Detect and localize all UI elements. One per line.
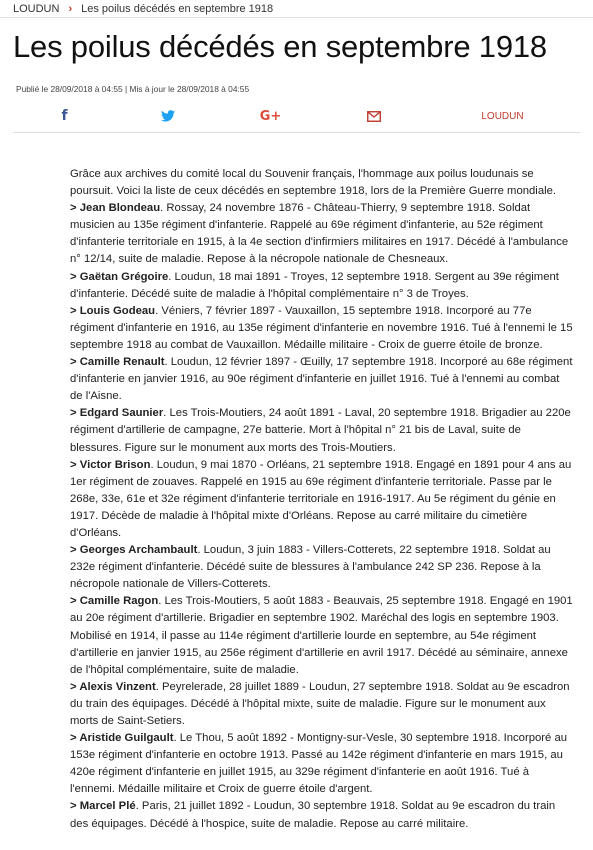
tag-label: LOUDUN: [481, 110, 524, 122]
publish-meta: Publié le 28/09/2018 à 04:55 | Mis à jour le 28/09/2018 à 04:55: [16, 84, 250, 94]
soldier-name: Camille Renault: [79, 356, 165, 369]
soldier-name: Louis Godeau: [79, 304, 156, 317]
entry-marker: >: [70, 680, 80, 693]
entry-marker: >: [70, 356, 80, 369]
soldier-entry: [70, 200, 575, 268]
soldier-list: [70, 200, 575, 832]
article-intro: Grâce aux archives du comité local du Souvenir français, l'hommage aux poilus loudunais se poursuit. Voici la liste de ceux décédés en septembre 1918, lors de la Première Guerre mondiale.: [70, 168, 557, 198]
soldier-details: . Rossay, 24 novembre 1876 - Château-Thierry, 9 septembre 1918. Soldat musicien au 135e régiment d'infanterie. Rappelé au 69e régiment d'infanterie, au 52e régiment d'infanterie territoriale en 1915, à la 4e section d'infirmiers militaires en 1917. Décédé à l'ambulance n° 12/14, suite de maladie. Repose à la nécropole nationale de Chesneaux.: [70, 202, 569, 266]
soldier-details: . Paris, 21 juillet 1892 - Loudun, 30 septembre 1918. Soldat au 9e escadron du train des équipages. Décédé à l'hospice, suite de maladie. Repose au carré militaire.: [70, 800, 556, 830]
header-divider: [0, 17, 593, 18]
entry-marker: >: [70, 458, 80, 471]
soldier-details: . Le Thou, 5 août 1892 - Montigny-sur-Vesle, 30 septembre 1918. Incorporé au 153e régiment d'infanterie en octobre 1913. Passé au 142e régiment d'infanterie en mars 1915, au 420e régiment d'infanterie en juillet 1915, au 329e régiment d'infanterie en août 1916. Tué à l'ennemi. Médaille militaire et Croix de guerre étoile d'argent.: [70, 732, 568, 796]
facebook-icon: f: [61, 108, 68, 124]
soldier-name: Georges Archambault: [79, 544, 198, 557]
share-googleplus-button[interactable]: [219, 100, 322, 132]
entry-marker: >: [70, 270, 80, 283]
share-twitter-button[interactable]: [116, 100, 219, 132]
twitter-icon: [161, 110, 175, 122]
soldier-entry: [70, 730, 575, 798]
soldier-details: . Peyrelerade, 28 juillet 1889 - Loudun, 27 septembre 1918. Soldat au 9e escadron du train des équipages. Décédé à l'hôpital mixte, suite de maladie. Figure sur le monument aux morts de Saint-Setiers.: [70, 680, 570, 727]
share-bar: [13, 100, 580, 133]
soldier-name: Gaëtan Grégoire: [79, 270, 169, 283]
breadcrumb-home-link[interactable]: LOUDUN: [13, 3, 60, 15]
entry-marker: >: [70, 544, 80, 557]
article-body: [70, 166, 575, 833]
entry-marker: >: [70, 202, 80, 215]
breadcrumb-chevron-icon: ›: [68, 3, 73, 15]
soldier-name: Victor Brison: [79, 458, 151, 471]
share-email-button[interactable]: [322, 100, 425, 132]
entry-marker: >: [70, 407, 80, 420]
entry-marker: >: [70, 800, 80, 813]
soldier-entry: [70, 269, 575, 303]
entry-marker: >: [70, 304, 80, 317]
soldier-details: . Loudun, 9 mai 1870 - Orléans, 21 septembre 1918. Engagé en 1891 pour 4 ans au 1er régiment de zouaves. Rappelé en 1915 au 69e régiment d'infanterie territoriale. Passe par le 268e, 33e, 61e et 32e régiment d'infanterie territoriale en 1916-1917. Au 5e régiment du génie en 1917. Décède de maladie à l'hôpital mixte d'Orléans. Repose au carré militaire du cimetière d'Orléans.: [70, 458, 572, 539]
breadcrumb-current: Les poilus décédés en septembre 1918: [81, 3, 274, 15]
breadcrumb: [13, 3, 273, 15]
soldier-name: Jean Blondeau: [79, 202, 161, 215]
soldier-name: Alexis Vinzent: [79, 680, 156, 693]
entry-marker: >: [70, 732, 80, 745]
soldier-details: . Les Trois-Moutiers, 24 août 1891 - Laval, 20 septembre 1918. Brigadier au 220e régiment d'artillerie de campagne, 27e batterie. Mort à l'hôpital n° 21 bis de Laval, suite de blessures. Figure sur le monument aux morts des Trois-Moutiers.: [70, 407, 571, 454]
share-facebook-button[interactable]: [13, 100, 116, 132]
soldier-details: . Véniers, 7 février 1897 - Vauxaillon, 15 septembre 1918. Incorporé au 77e régiment d'infanterie en 1916, au 135e régiment d'infanterie en novembre 1916. Tué à l'ennemi le 15 septembre 1918 au combat de Vauxaillon. Médaille militaire - Croix de guerre étoile de bronze.: [70, 304, 573, 351]
soldier-entry: [70, 542, 575, 593]
soldier-details: . Loudun, 12 février 1897 - Œuilly, 17 septembre 1918. Incorporé au 68e régiment d'infanterie en janvier 1916, au 90e régiment d'infanterie en juillet 1916. Tué à l'ennemi au combat de l'Aisne.: [70, 356, 573, 403]
envelope-icon: [367, 111, 381, 122]
soldier-entry: [70, 798, 575, 832]
soldier-details: . Les Trois-Moutiers, 5 août 1883 - Beauvais, 25 septembre 1918. Engagé en 1901 au 20e régiment d'artillerie. Brigadier en septembre 1902. Maréchal des logis en septembre 1903. Mobilisé en 1914, il passe au 114e régiment d'artillerie lourde en septembre, au 54e régiment d'artillerie en janvier 1915, au 256e régiment d'artillerie en avril 1917. Décédé au séminaire, annexe de l'hôpital complémentaire, suite de maladie.: [70, 595, 573, 676]
tag-loudun-link[interactable]: [425, 100, 580, 132]
soldier-entry: [70, 457, 575, 542]
soldier-details: . Loudun, 18 mai 1891 - Troyes, 12 septembre 1918. Sergent au 39e régiment d'infanterie. Décédé suite de maladie à l'hôpital complémentaire n° 3 de Troyes.: [70, 270, 559, 300]
soldier-entry: [70, 405, 575, 456]
soldier-entry: [70, 679, 575, 730]
page-title: Les poilus décédés en septembre 1918: [13, 29, 547, 64]
soldier-entry: [70, 593, 575, 678]
entry-marker: >: [70, 595, 80, 608]
soldier-details: . Loudun, 3 juin 1883 - Villers-Cotterets, 22 septembre 1918. Soldat au 232e régiment d'infanterie. Décédé suite de blessures à l'ambulance 242 SP 236. Repose à la nécropole nationale de Villers-Cotterets.: [70, 544, 551, 591]
soldier-name: Camille Ragon: [79, 595, 159, 608]
soldier-entry: [70, 303, 575, 354]
soldier-entry: [70, 354, 575, 405]
soldier-name: Marcel Plé: [79, 800, 136, 813]
soldier-name: Edgard Saunier: [79, 407, 164, 420]
soldier-name: Aristide Guilgault: [79, 732, 174, 745]
googleplus-icon: G+: [259, 108, 282, 124]
